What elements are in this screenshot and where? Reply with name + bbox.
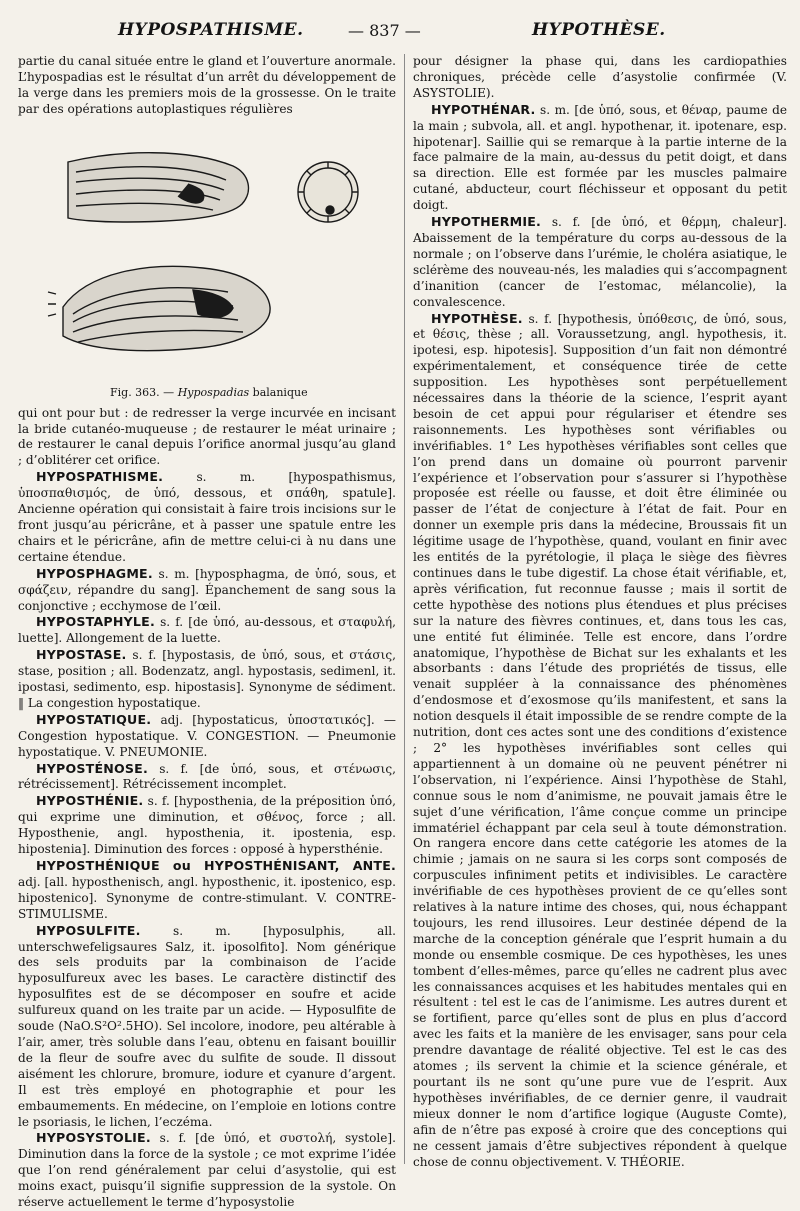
continuation-paragraph: pour désigner la phase qui, dans les cardiopathies chroniques, précède celle d’asystolie confirmée (V. ASYSTOLIE). [413, 54, 787, 100]
entry-body: s. m. [hyposphagma, de ὑπό, sous, et σφάζειν, répandre du sang]. Épanchement de sang sous la conjonctive ; ecchymose de l’œil. [18, 566, 396, 613]
entry-hypothermie [413, 214, 787, 310]
entry-headword: HYPOSTÉNOSE. [36, 760, 148, 776]
entry-body: adj. [hypostaticus, ὑποστατικός]. — Congestion hypostatique. V. CONGESTION. — Pneumonie hypostatique. V. PNEUMONIE. [18, 712, 396, 759]
entry-body: s. f. [hypothesis, ὑπόθεσις, de ὑπό, sous, et θέσις, thèse ; all. Voraussetzung, angl. hypothesis, it. ipotesi, esp. hipotesis]. Supposition d’un fait non démontré expérimentalement, et conséquence tirée de cette supposition. Les hypothèses sont perpétuellement nécessaires dans la théorie de la science, l’esprit ayant besoin de cet appui pour régulariser et étendre ses raisonnements. Les hypothèses sont vérifiables ou invérifiables. 1° Les hypothèses vérifiables sont celles que l’on prend dans un domaine où pourront parvenir l’expérience et l’observation pour s’assurer si l’hypothèse proposée est réelle ou fausse, et doit être éliminée ou passer de l’état de conjecture à l’état de fait. Pour en donner un exemple pris dans la médecine, Broussais fit un légitime usage de l’hypothèse, quand, voulant en finir avec les entités de la pyrétologie, il plaça le siège des fièvres continues dans le tube digestif. La chose était vérifiable, et, après vérification, fut reconnue fausse ; mais il sortit de cette hypothèse des notions plus étendues et plus précises sur la nature des fièvres continues, et, dans tous les cas, une entité fut éliminée. Telle est encore, dans l’ordre anatomique, l’hypothèse de Bichat sur les exhalants et les absorbants : dans l’étude des propriétés de tissus, elle venait suppléer à la connaissance des phénomènes d’endosmose et d’exosmose qu’ils manifestent, et sans la notion desquels il était impossible de se rendre compte de la nutrition, dont ces actes sont une des conditions d’existence ; 2° les hypothèses invérifiables sont celles qui appartiennent à un domaine où ne peuvent pénétrer ni l’observation, ni l’expérience. Ainsi l’hypothèse de Stahl, connue sous le nom d’animisme, ne pouvait jamais être le sujet d’une vérification, l’âme conçue comme un principe immatériel échappant par cela seul à toute démonstration. On rangera encore dans cette catégorie les atomes de la chimie ; jamais on ne saura si les corps sont composés de corpuscules infiniment petits et indivisibles. Le caractère invérifiable de ces hypothèses provient de ce qu’elles sont relatives à la nature intime des choses, qui, nous échappant toujours, les rend illusoires. Leur destinée dépend de la marche de la conception générale que l’esprit humain a du monde ou ensemble cosmique. De ces hypothèses, les unes tombent d’elles-mêmes, parce qu’elles ne cadrent plus avec les connaissances acquises et les habitudes mentales qui en résultent : tel est le cas de l’animisme. Les autres durent et se fortifient, parce qu’elles sont de plus en plus d’accord avec les faits et la manière de les envisager, sans pour cela prendre davantage de réalité objective. Tel est le cas des atomes ; ils servent la chimie et la science générale, et pourtant ils ne sont qu’une pure vue de l’esprit. Aux hypothèses invérifiables, de ce dernier genre, il vaudrait mieux donner le nom d’artifice logique (Auguste Comte), afin de n’être pas exposé à croire que des conceptions qui ne cessent jamais d’être subjectives répondent à quelque chose de connu objectivement. V. THÉORIE. [413, 311, 787, 1169]
figure-caption-suffix: balanique [252, 385, 308, 399]
entry-headword: HYPOSPHAGME. [36, 565, 153, 581]
entry-headword: HYPOTHERMIE. [431, 214, 542, 230]
entry-hyposphagme [18, 566, 396, 615]
entry-body: s. f. [hyposthenia, de la préposition ὑπό, qui exprime une diminution, et σθένος, force ; all. Hyposthenie, angl. hyposthenia, it. ipostenia, esp. hipostenia]. Diminution des forces : opposé à hypersthénie. [18, 794, 396, 857]
entry-body: s. m. [hypospathismus, ὑποσπαθισμός, de ὑπό, dessous, et σπάθη, spatule]. Ancienne opération qui consistait à faire trois incisions sur le front jusqu’au péricrâne, et à passer une spatule entre les chairs et le péricrâne, afin de mettre celui-ci à nu dans une certaine étendue. [18, 470, 396, 564]
column-divider [404, 54, 405, 1164]
entry-headword: HYPOSPATHISME. [36, 469, 164, 485]
running-head-left: HYPOSPATHISME. [118, 20, 304, 40]
intro-paragraph: partie du canal située entre le gland et l’ouverture anormale. L’hypospadias est le résultat d’un arrêt du développement de la verge dans les premiers mois de la grossesse. On le traite par des opérations autoplastiques régulières [18, 54, 396, 116]
entry-body: s. f. [de ὑπό, sous, et στένωσις, rétrécissement]. Rétrécissement incomplet. [18, 761, 396, 792]
page-header [0, 20, 800, 48]
figure-caption-prefix: Fig. 363. — [110, 385, 175, 399]
figure-caption [110, 385, 308, 401]
entry-hyposystolie [18, 1130, 396, 1211]
entry-hypothenar [413, 102, 787, 214]
entry-hyposthenie [18, 793, 396, 858]
entry-hypospathisme [18, 469, 396, 565]
entry-body: s. f. [hypostasis, de ὑπό, sous, et στάσις, stase, position ; all. Bodenzatz, angl. hypostasis, sedimenl, it. ipostasi, sedimento, esp. hipostasis]. Synonyme de sédiment. ‖ La congestion hypostatique. [18, 648, 396, 710]
entry-headword: HYPOSTHÉNIQUE ou HYPOSTHÉNISANT, ANTE. [36, 858, 396, 873]
entry-hypostase [18, 647, 396, 712]
hypospadias-illustration [28, 122, 378, 377]
left-column [18, 54, 396, 1211]
figure-hypospadias [18, 122, 396, 402]
entry-headword: HYPOSULFITE. [36, 922, 141, 938]
entry-hypothese [413, 311, 787, 1171]
entry-headword: HYPOSTAPHYLE. [36, 614, 155, 630]
running-head-right: HYPOTHÈSE. [532, 20, 666, 40]
entry-body: s. m. [de ὑπό, sous, et θέναρ, paume de la main ; subvola, all. et angl. hypothenar, it. ipotenare, esp. hipotenar]. Saillie qui se remarque à la partie interne de la face palmaire de la main, au-dessus du petit doigt, et dans sa direction. Elle est formée par les muscles palmaire cutané, abducteur, court fléchisseur et opposant du petit doigt. [413, 102, 787, 213]
entry-body: adj. [all. hyposthenisch, angl. hyposthenic, it. ipostenico, esp. hipostenico]. Synonyme de contre-stimulant. V. CONTRE-STIMULISME. [18, 874, 396, 921]
right-column [413, 54, 787, 1170]
entry-hypostenose [18, 761, 396, 794]
entry-hyposthenique [18, 858, 396, 923]
entry-hyposulfite [18, 923, 396, 1131]
entry-body: s. m. [hyposulphis, all. unterschwefeligsaures Salz, it. iposolfito]. Nom générique des sels produits par la combinaison de l’acide hyposulfureux avec les bases. Le caractère distinctif des hyposulfites est de se décomposer en soufre et acide sulfureux quand on les traite par un acide. — Hyposulfite de soude (NaO.S²O².5HO). Sel incolore, inodore, peu altérable à l’air, amer, très soluble dans l’eau, obtenu en faisant bouillir de la fleur de soufre avec du sulfite de soude. Il dissout aisément les chlorure, bromure, iodure et cyanure d’argent. Il est très employé en photographie et pour les embaumements. En médecine, on l’emploie en lotions contre le psoriasis, le lichen, l’eczéma. [18, 923, 396, 1129]
entry-body: s. f. [de ὑπό, et συστολή, systole]. Diminution dans la force de la systole ; ce mot exprime l’idée que l’on rend généralement par celui d’asystolie, qui est moins exact, puisqu’il signifie suppression de la systole. On réserve actuellement le terme d’hyposystolie [18, 1131, 396, 1210]
page-number: — 837 — [348, 21, 421, 40]
after-figure-paragraph: qui ont pour but : de redresser la verge incurvée en incisant la bride cutanéo-muqueuse ; de restaurer le méat urinaire ; de restaurer le canal depuis l’orifice anormal jusqu’au gland ; d’oblitérer cet orifice. [18, 405, 396, 468]
entry-headword: HYPOSYSTOLIE. [36, 1130, 151, 1146]
entry-headword: HYPOSTATIQUE. [36, 711, 152, 727]
entry-headword: HYPOSTHÉNIE. [36, 793, 144, 809]
entry-hypostatique [18, 712, 396, 761]
entry-headword: HYPOSTASE. [36, 647, 127, 663]
entry-headword: HYPOTHÉNAR. [431, 101, 536, 117]
entry-body: s. f. [de ὑπό, et θέρμη, chaleur]. Abaissement de la température du corps au-dessous de la normale ; on l’observe dans l’urémie, le choléra asiatique, le sclérème des nouveau-nés, les maladies qui s’accompagnent d’inanition (cancer de l’estomac, mélancolie), la convalescence. [413, 215, 787, 309]
entry-hypostaphyle [18, 614, 396, 647]
entry-headword: HYPOTHÈSE. [431, 310, 523, 326]
figure-caption-italic: Hypospadias [177, 385, 250, 399]
entry-body: s. f. [de ὑπό, au-dessous, et σταφυλή, luette]. Allongement de la luette. [18, 615, 396, 646]
